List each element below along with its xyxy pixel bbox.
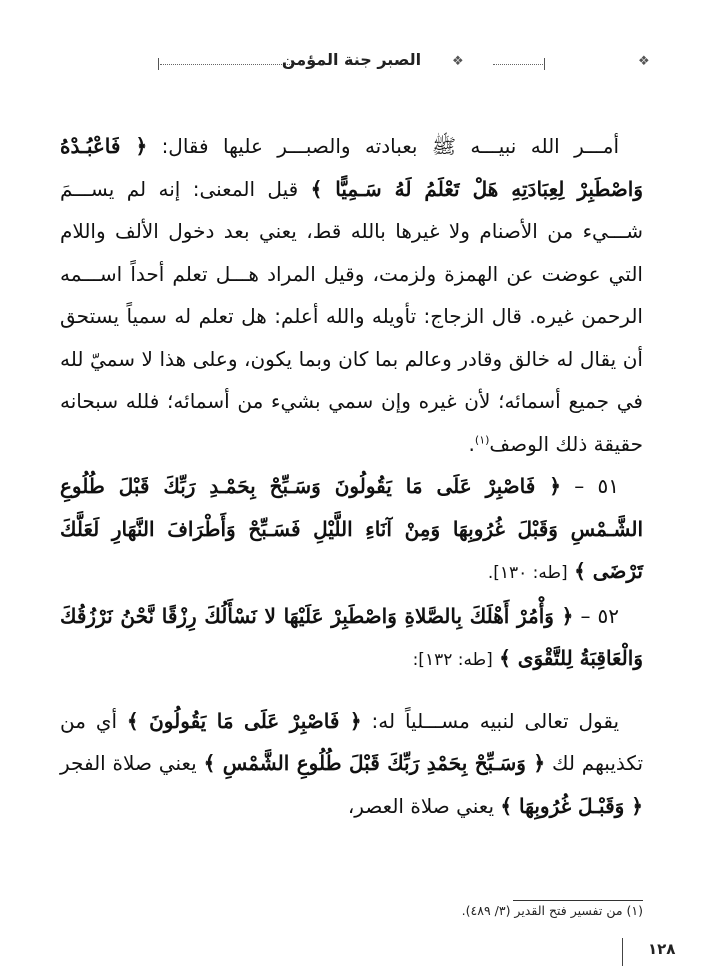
footnote-text: (١) من تفسير فتح القدير (٣/ ٤٨٩). bbox=[461, 903, 643, 918]
paragraph-intro bbox=[60, 125, 643, 465]
verse-maryam-65: ﴿ فَاعْبُـدْهُ وَاصْطَبِرْ لِعِبَادَتِهِ هَلْ تَعْلَمُ لَهُ سَـمِيًّا ﴾ bbox=[60, 134, 644, 201]
footnote-divider bbox=[513, 900, 643, 901]
header-ornament-left: ❖ bbox=[452, 54, 464, 69]
para3-verse-2: ﴿ وَسَـبِّحْ بِحَمْدِ رَبِّكَ قَبْلَ طُلُوعِ الشَّمْسِ ﴾ bbox=[203, 751, 546, 775]
header-tick-right bbox=[544, 58, 545, 70]
header-tick-left bbox=[158, 58, 159, 70]
paragraph-commentary bbox=[60, 700, 643, 828]
header-ornament-right: ❖ bbox=[638, 54, 650, 69]
para1-rest: قيل المعنى: إنه لم يســـمَ شـــيء من الأصنام ولا غيرها بالله قط، يعني بعد دخول الألف واللام التي عوضت عن الهمزة ولزمت، وقيل المراد هـــل تعلم أحداً اســـمه الرحمن غيره. قال الزجاج: تأويله والله أعلم: هل تعلم له سمياً يستحق أن يقال له خالق وقادر وعالم بما كان وبما يكون، وعلى هذا لا سميّ لله في جميع أسمائه؛ لأن غيره وإن سمي بشيء من أسمائه؛ فلله سبحانه حقيقة ذلك الوصف bbox=[60, 176, 643, 456]
para3-b: أي من تكذيبهم لك bbox=[60, 708, 644, 775]
item-52-verse: ﴿ وَأْمُرْ أَهْلَكَ بِالصَّلاةِ وَاصْطَبِرْ عَلَيْهَا لا نَسْأَلُكَ رِزْقًا نَّحْنُ نَرْزُقُكَ وَالْعَاقِبَةُ لِلتَّقْوَى ﴾ bbox=[60, 603, 643, 670]
item-51-verse: ﴿ فَاصْبِرْ عَلَى مَا يَقُولُونَ وَسَـبِّحْ بِحَمْـدِ رَبِّكَ قَبْلَ طُلُوعِ الشَّـمْسِ وَقَبْلَ غُرُوبِهَا وَمِنْ آنَاءِ اللَّيْلِ فَسَـبِّحْ وَأَطْرَافَ النَّهَارِ لَعَلَّكَ تَرْضَى ﴾ bbox=[60, 474, 643, 583]
item-52-number: ٥٢ – bbox=[580, 603, 619, 628]
item-51 bbox=[60, 465, 643, 595]
running-header bbox=[160, 48, 650, 78]
header-rule-right bbox=[493, 64, 543, 65]
para3-a: يقول تعالى لنبيه مســـلياً له: bbox=[371, 708, 620, 733]
item-52-reference: [طه: ١٣٢]: bbox=[412, 650, 493, 670]
footnote-marker[interactable]: (١) bbox=[474, 432, 490, 446]
para3-c: يعني صلاة الفجر bbox=[60, 751, 197, 775]
page-number-bar bbox=[622, 938, 623, 966]
para3-d: يعني صلاة العصر، bbox=[347, 793, 495, 818]
para1-intro: أمـــر الله نبيـــه ﷺ بعبادته والصبـــر عليها فقال: bbox=[161, 134, 620, 158]
item-51-reference: [طه: ١٣٠]. bbox=[487, 563, 568, 583]
item-52 bbox=[60, 595, 643, 682]
page-body bbox=[60, 125, 643, 827]
page-number: ١٢٨ bbox=[648, 940, 676, 958]
running-title: الصبر جنة المؤمن bbox=[281, 50, 422, 69]
para3-verse-3: ﴿ وَقَبْـلَ غُرُوبِهَا ﴾ bbox=[500, 793, 643, 818]
para3-verse-1: ﴿ فَاصْبِرْ عَلَى مَا يَقُولُونَ ﴾ bbox=[126, 708, 362, 733]
item-51-number: ٥١ – bbox=[574, 474, 619, 498]
para1-end: . bbox=[468, 431, 475, 456]
